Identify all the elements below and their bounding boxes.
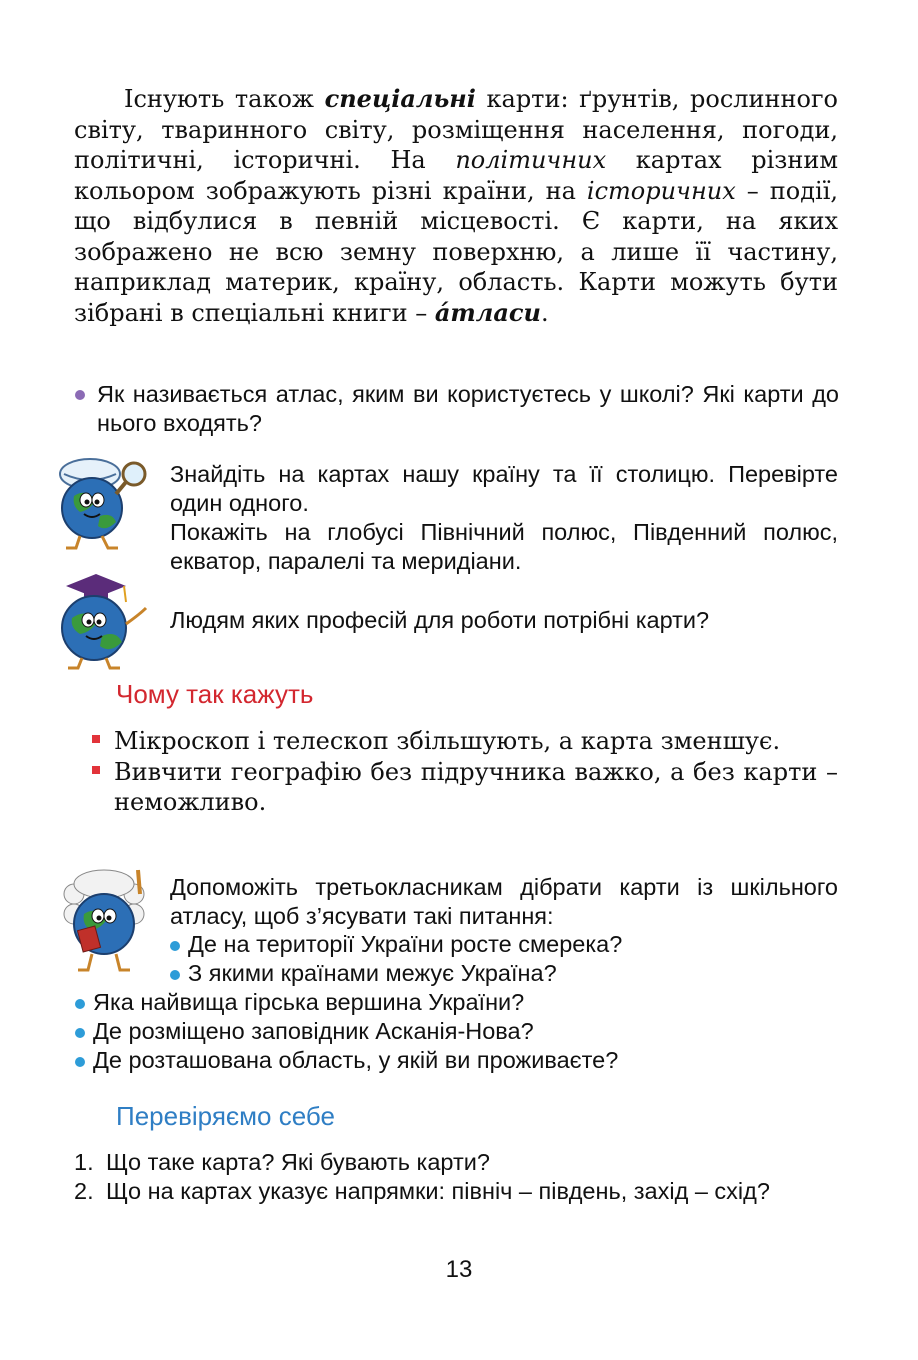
globe-magnifier-mascot-icon [50, 452, 152, 552]
task-professions: Людям яких професій для роботи потрібні карти? [170, 607, 710, 633]
tasks-block-1 [170, 460, 838, 576]
task-find-country: Знайдіть на картах нашу країну та її столицю. Перевірте один одного. [170, 461, 838, 516]
atlas-question [75, 380, 839, 438]
question-text: Де розташована область, у якій ви проживаєте? [93, 1047, 619, 1073]
intro-term-historical: історичних [586, 176, 736, 205]
question-text: Де на території України росте смерека? [188, 931, 623, 957]
questions-list [75, 988, 618, 1075]
atlas-question-text: Як називається атлас, яким ви користуєтесь у школі? Які карти до нього входять? [97, 381, 839, 436]
intro-text: карти: ґрунтів, рослинного світу, тваринного світу, розміщення населення, погоди, політичні, історичні. На [74, 85, 838, 174]
check-item-text: Що на картах указує напрямки: північ – південь, захід – схід? [106, 1178, 770, 1204]
question-item [75, 1017, 618, 1046]
bullet-square [92, 766, 100, 774]
question-text: Де розміщено заповідник Асканія-Нова? [93, 1018, 534, 1044]
saying-item [92, 757, 838, 818]
check-item [74, 1148, 838, 1177]
intro-text: . [540, 298, 549, 327]
task-show-globe: Покажіть на глобусі Північний полюс, Південний полюс, екватор, паралелі та меридіани. [170, 519, 838, 574]
globe-graduate-mascot-icon [52, 568, 152, 672]
question-item [170, 930, 622, 959]
tasks-block-2 [170, 606, 838, 635]
question-item [75, 988, 618, 1017]
question-item [170, 959, 622, 988]
help-intro: Допоможіть третьокласникам дібрати карти із шкільного атласу, щоб з’ясувати такі питання: [170, 874, 838, 929]
saying-text: Вивчити географію без підручника важко, а без карти – неможливо. [114, 757, 838, 816]
bullet-dot [75, 1028, 85, 1038]
question-text: Яка найвища гірська вершина України? [93, 989, 525, 1015]
item-number: 2. [74, 1178, 94, 1204]
intro-paragraph [74, 84, 838, 328]
bullet-dot [75, 1057, 85, 1067]
globe-judge-mascot-icon [54, 864, 154, 976]
saying-item [92, 726, 838, 757]
intro-term-special: спеціальні [324, 84, 476, 113]
bullet-dot [75, 390, 85, 400]
check-heading: Перевіряємо себе [116, 1101, 335, 1131]
intro-term-atlases: áтласи [434, 297, 541, 327]
sayings-heading: Чому так кажуть [116, 679, 314, 709]
intro-term-political: політичних [455, 146, 607, 174]
check-item-text: Що таке карта? Які бувають карти? [106, 1149, 490, 1175]
saying-text: Мікроскоп і телескоп збільшують, а карта зменшує. [114, 727, 781, 755]
bullet-square [92, 735, 100, 743]
question-text: З якими країнами межує Україна? [188, 960, 557, 986]
check-item [74, 1177, 838, 1206]
check-list [74, 1148, 838, 1206]
question-item [75, 1046, 618, 1075]
intro-text: картах різним кольором зображують різні країни, на [74, 146, 838, 205]
bullet-dot [170, 941, 180, 951]
questions-list-indented [170, 930, 622, 988]
bullet-dot [170, 970, 180, 980]
item-number: 1. [74, 1149, 94, 1175]
intro-text: Існують також [124, 85, 325, 113]
bullet-dot [75, 999, 85, 1009]
sayings-list [92, 726, 838, 818]
page-number: 13 [445, 1256, 473, 1283]
intro-text: – події, що відбулися в певній місцевості. Є карти, на яких зображено не всю земну поверхню, а лише її частину, наприклад материк, країну, область. Карти можуть бути зібрані в спеціальні книги – [74, 176, 838, 327]
